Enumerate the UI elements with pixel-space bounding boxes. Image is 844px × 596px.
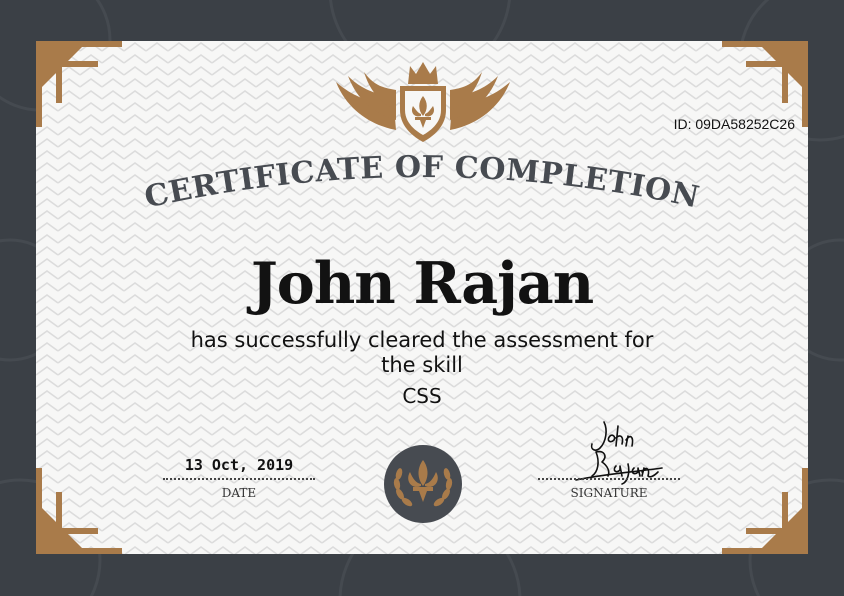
seal-icon: [383, 444, 463, 524]
svg-text:CERTIFICATE OF COMPLETION: [142, 150, 703, 216]
achievement-description: has successfully cleared the assessment for the skill: [190, 328, 654, 377]
skill-name: CSS: [402, 384, 442, 408]
corner-ornament-top-left-icon: [36, 41, 122, 127]
date-label: DATE: [221, 486, 257, 500]
signature-label: SIGNATURE: [570, 486, 648, 500]
crest-emblem-icon: [334, 60, 512, 142]
corner-ornament-bottom-right-icon: [722, 468, 808, 554]
recipient-name: John Rajan: [250, 250, 594, 317]
certificate-title: [136, 150, 708, 220]
corner-ornament-top-right-icon: [722, 41, 808, 127]
issue-date: 13 Oct, 2019: [184, 456, 294, 474]
certificate-id: ID: 09DA58252C26: [673, 116, 795, 132]
signature-underline: [538, 478, 680, 480]
date-underline: [163, 478, 315, 480]
corner-ornament-bottom-left-icon: [36, 468, 122, 554]
signature-image: [574, 418, 664, 486]
certificate-title-text: CERTIFICATE OF COMPLETION: [141, 150, 703, 216]
